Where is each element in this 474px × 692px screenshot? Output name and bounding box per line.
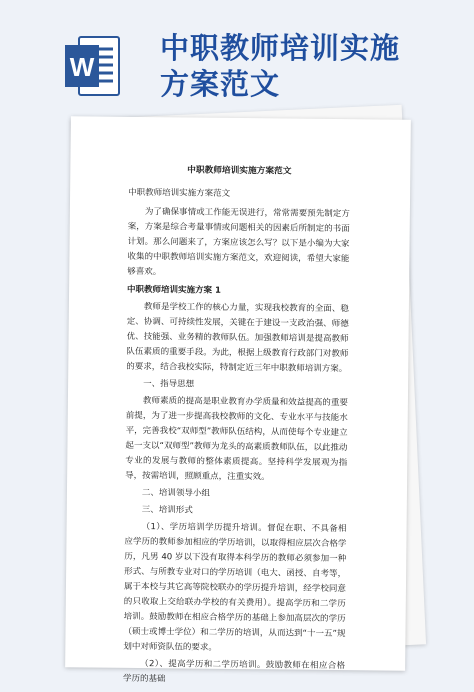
paragraph-4: （2）、提高学历和二学历培训。鼓励教师在相应合格学历的基础	[122, 658, 346, 685]
document-page	[65, 116, 411, 685]
word-document-icon	[63, 35, 121, 97]
document-content	[123, 163, 350, 691]
document-title: 中职教师培训实施方案范文	[187, 165, 292, 177]
paragraph-2: 教师素质的提高是职业教育办学质量和效益提高的重要前提，为了进一步提高我校教师的文化、专业水平与技能水平，完善我校“双师型”教师队伍结构，从而使每个专业建立起一支以“双师型”教师为龙头的高素质教师队伍，以此推动专业的发展与教师的整体素质提高。坚持科学发展观为指导，按需培训，照顾重点，注重实效。	[125, 396, 348, 483]
paragraph-1: 教师是学校工作的核心力量，实现我校教育的全面、稳定、协调、可持续性发展，关键在于建设一支政治强、师德优、技能强、业务精的教师队伍。加强教师培训是提高教师队伍素质的重要手段。为此，根据上级教育行政部门对教师的要求，结合我校实际，特制定近三年中职教师培训方案。	[126, 302, 349, 375]
document-subtitle: 中职教师培训实施方案范文	[128, 187, 231, 199]
banner-title-line1: 中职教师培训实施	[160, 31, 401, 65]
banner-header	[0, 0, 474, 120]
intro-paragraph: 为了确保事情或工作能无误进行，常常需要预先制定方案，方案是综合考量事情或问题相关的因素后所制定的书面计划。那么问题来了，方案应该怎么写？以下是小编为大家收集的中职教师培训实施方案范文，欢迎阅读，希望大家能够喜欢。	[127, 207, 350, 278]
word-icon-letter: W	[69, 52, 95, 82]
section-heading: 中职教师培训实施方案 1	[127, 284, 222, 296]
item-guiding-thought: 一、指导思想	[143, 379, 195, 390]
banner-title	[160, 30, 460, 102]
paragraph-3: （1）、学历培训学历提升培训。督促在职、不具备相应学历的教师参加相应的学历培训，以取得相应层次合格学历，凡男 40 岁以下没有取得本科学历的教师必须参加一种形式、与所教专业对口的学历培训（电大、函授、自考等，属于本校与其它高等院校联办的学历提升培训，经学校同意的只收取上交给联办学校的有关费用）。提高学历和二学历培训。鼓励教师在相应合格学历的基础上参加高层次的学历（硕士或博士学位）和二学历的培训，从而达到“十一五”规划中对师资队伍的要求。	[123, 521, 347, 653]
item-training-form: 三、培训形式	[141, 504, 193, 516]
item-leadership-group: 二、培训领导小组	[141, 487, 211, 499]
banner-title-line2: 方案范文	[160, 67, 281, 101]
